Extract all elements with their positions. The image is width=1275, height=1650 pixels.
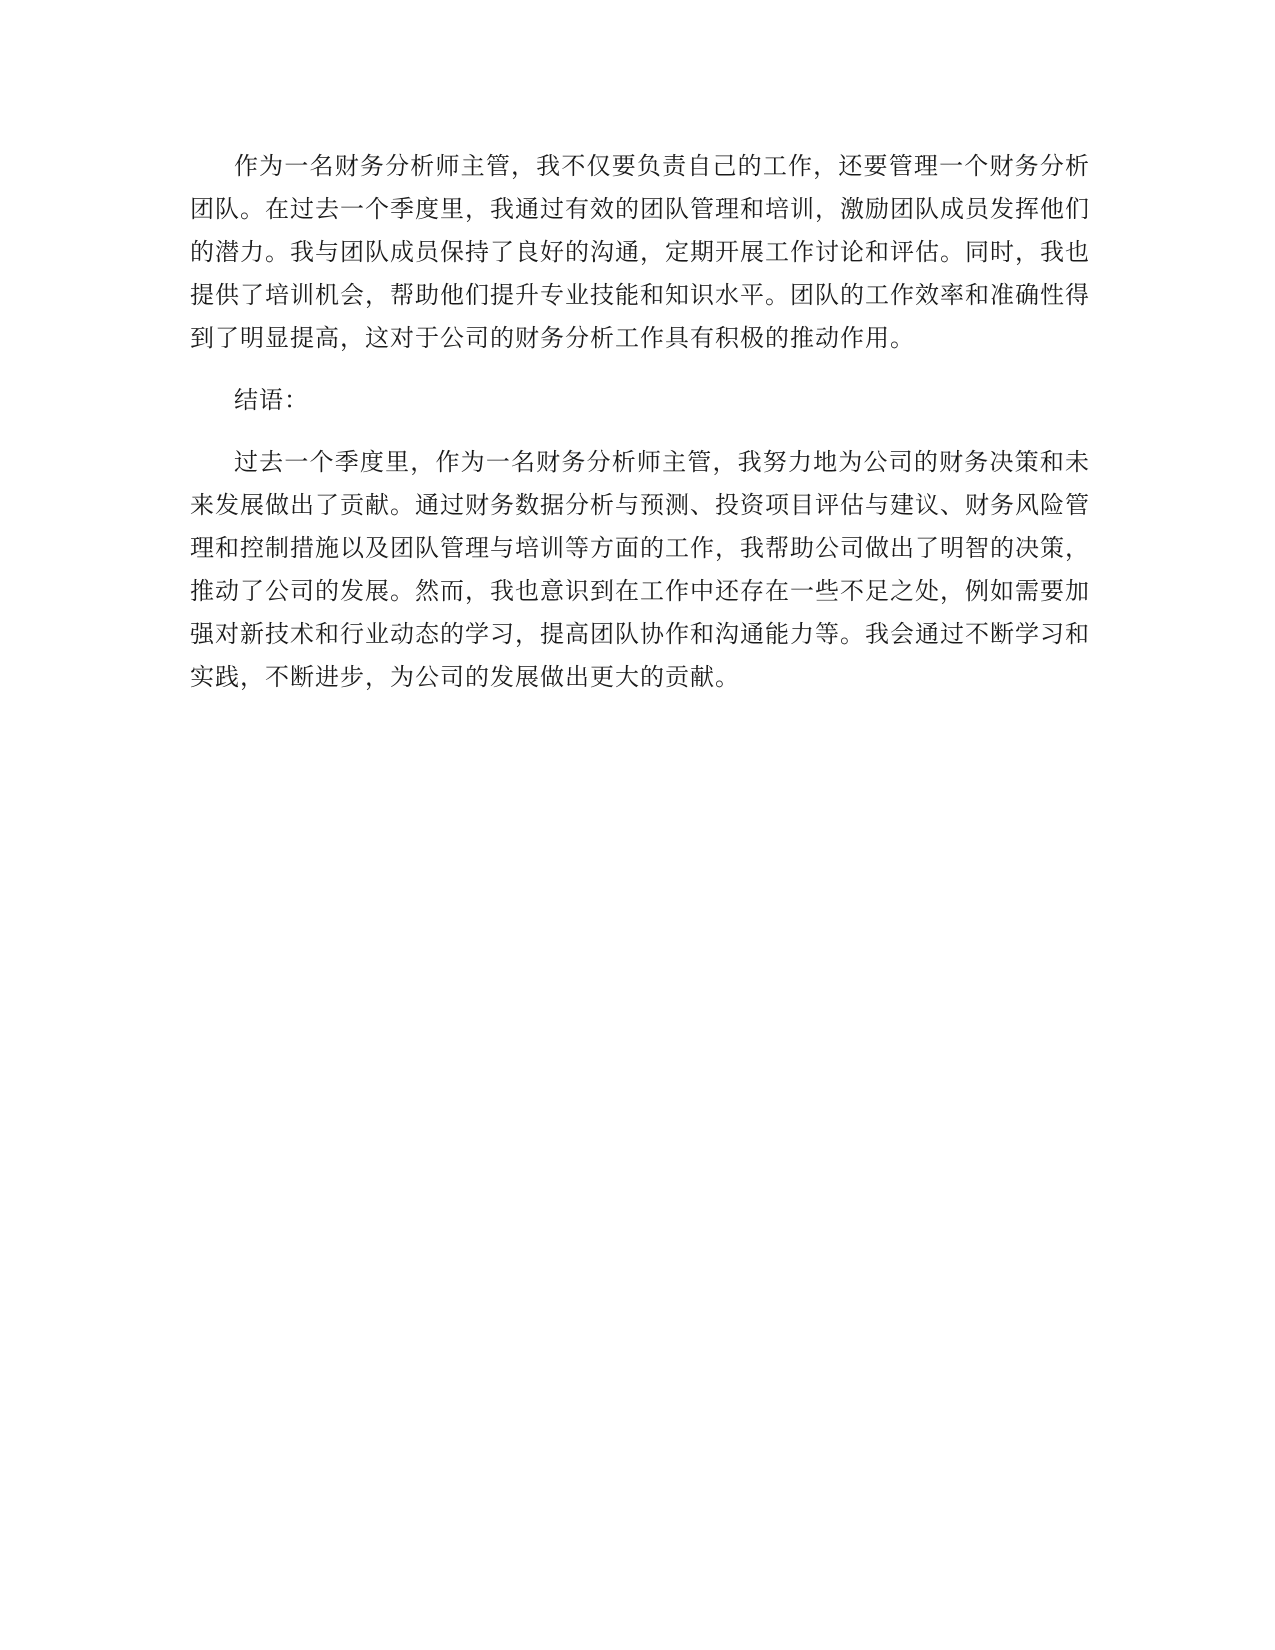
paragraph-team-management: 作为一名财务分析师主管，我不仅要负责自己的工作，还要管理一个财务分析团队。在过去一个季度里，我通过有效的团队管理和培训，激励团队成员发挥他们的潜力。我与团队成员保持了良好的沟通，定期开展工作讨论和评估。同时，我也提供了培训机会，帮助他们提升专业技能和知识水平。团队的工作效率和准确性得到了明显提高，这对于公司的财务分析工作具有积极的推动作用。 [190,152,1090,352]
paragraph-conclusion: 过去一个季度里，作为一名财务分析师主管，我努力地为公司的财务决策和未来发展做出了贡献。通过财务数据分析与预测、投资项目评估与建议、财务风险管理和控制措施以及团队管理与培训等方面的工作，我帮助公司做出了明智的决策，推动了公司的发展。然而，我也意识到在工作中还存在一些不足之处，例如需要加强对新技术和行业动态的学习，提高团队协作和沟通能力等。我会通过不断学习和实践，不断进步，为公司的发展做出更大的贡献。 [190,448,1090,691]
conclusion-heading: 结语： [234,386,309,414]
document-body [190,145,1090,718]
